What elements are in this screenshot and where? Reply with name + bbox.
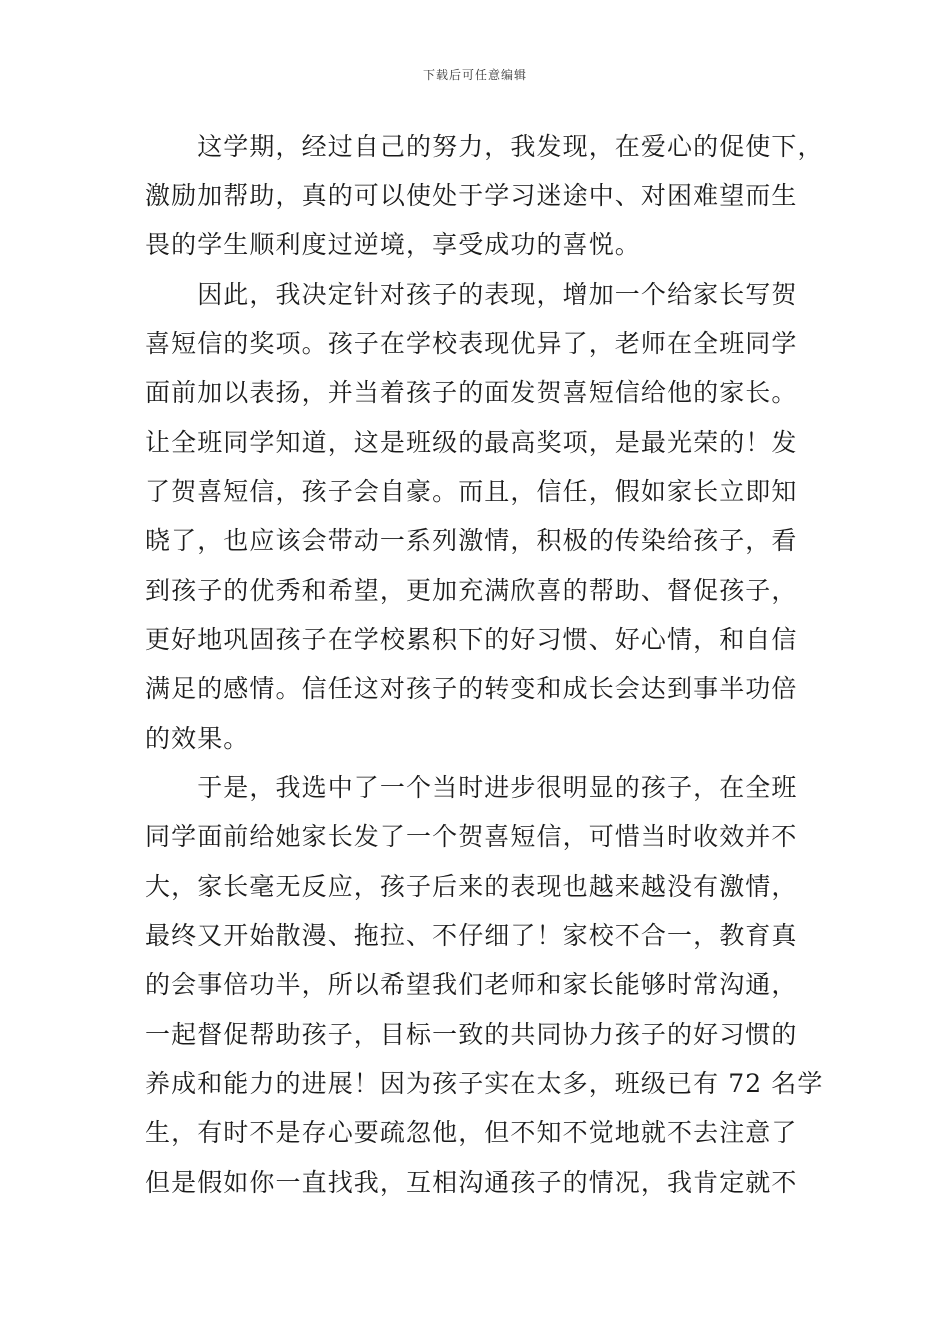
text-line: 最终又开始散漫、拖拉、不仔细了！家校不合一，教育真 — [145, 921, 798, 950]
text-line: 满足的感情。信任这对孩子的转变和成长会达到事半功倍 — [145, 674, 798, 703]
text-line: 大，家长毫无反应，孩子后来的表现也越来越没有激情， — [145, 872, 798, 901]
text-line: 因此，我决定针对孩子的表现，增加一个给家长写贺 — [145, 280, 798, 309]
text-line: 到孩子的优秀和希望，更加充满欣喜的帮助、督促孩子， — [145, 576, 798, 605]
text-line: 让全班同学知道，这是班级的最高奖项，是最光荣的！发 — [145, 428, 798, 457]
text-line: 这学期，经过自己的努力，我发现，在爱心的促使下， — [145, 132, 824, 161]
text-line: 激励加帮助，真的可以使处于学习迷途中、对困难望而生 — [145, 181, 798, 210]
text-line: 了贺喜短信，孩子会自豪。而且，信任，假如家长立即知 — [145, 477, 798, 506]
text-line: 于是，我选中了一个当时进步很明显的孩子，在全班 — [145, 773, 798, 802]
text-line: 的效果。 — [145, 724, 250, 753]
text-line: 一起督促帮助孩子，目标一致的共同协力孩子的好习惯的 — [145, 1020, 798, 1049]
text-line: 喜短信的奖项。孩子在学校表现优异了，老师在全班同学 — [145, 329, 798, 358]
text-line: 但是假如你一直找我，互相沟通孩子的情况，我肯定就不 — [145, 1168, 798, 1197]
text-line: 畏的学生顺利度过逆境，享受成功的喜悦。 — [145, 230, 641, 259]
text-line: 生，有时不是存心要疏忽他，但不知不觉地就不去注意了 — [145, 1118, 798, 1147]
text-line: 晓了，也应该会带动一系列激情，积极的传染给孩子，看 — [145, 526, 798, 555]
text-line: 的会事倍功半，所以希望我们老师和家长能够时常沟通， — [145, 970, 798, 999]
text-line: 更好地巩固孩子在学校累积下的好习惯、好心情，和自信 — [145, 625, 798, 654]
text-line: 同学面前给她家长发了一个贺喜短信，可惜当时收效并不 — [145, 822, 798, 851]
page-header: 下载后可任意编辑 — [422, 68, 527, 82]
text-line: 面前加以表扬，并当着孩子的面发贺喜短信给他的家长。 — [145, 378, 798, 407]
text-line: 养成和能力的进展！因为孩子实在太多，班级已有 72 名学 — [145, 1069, 824, 1098]
